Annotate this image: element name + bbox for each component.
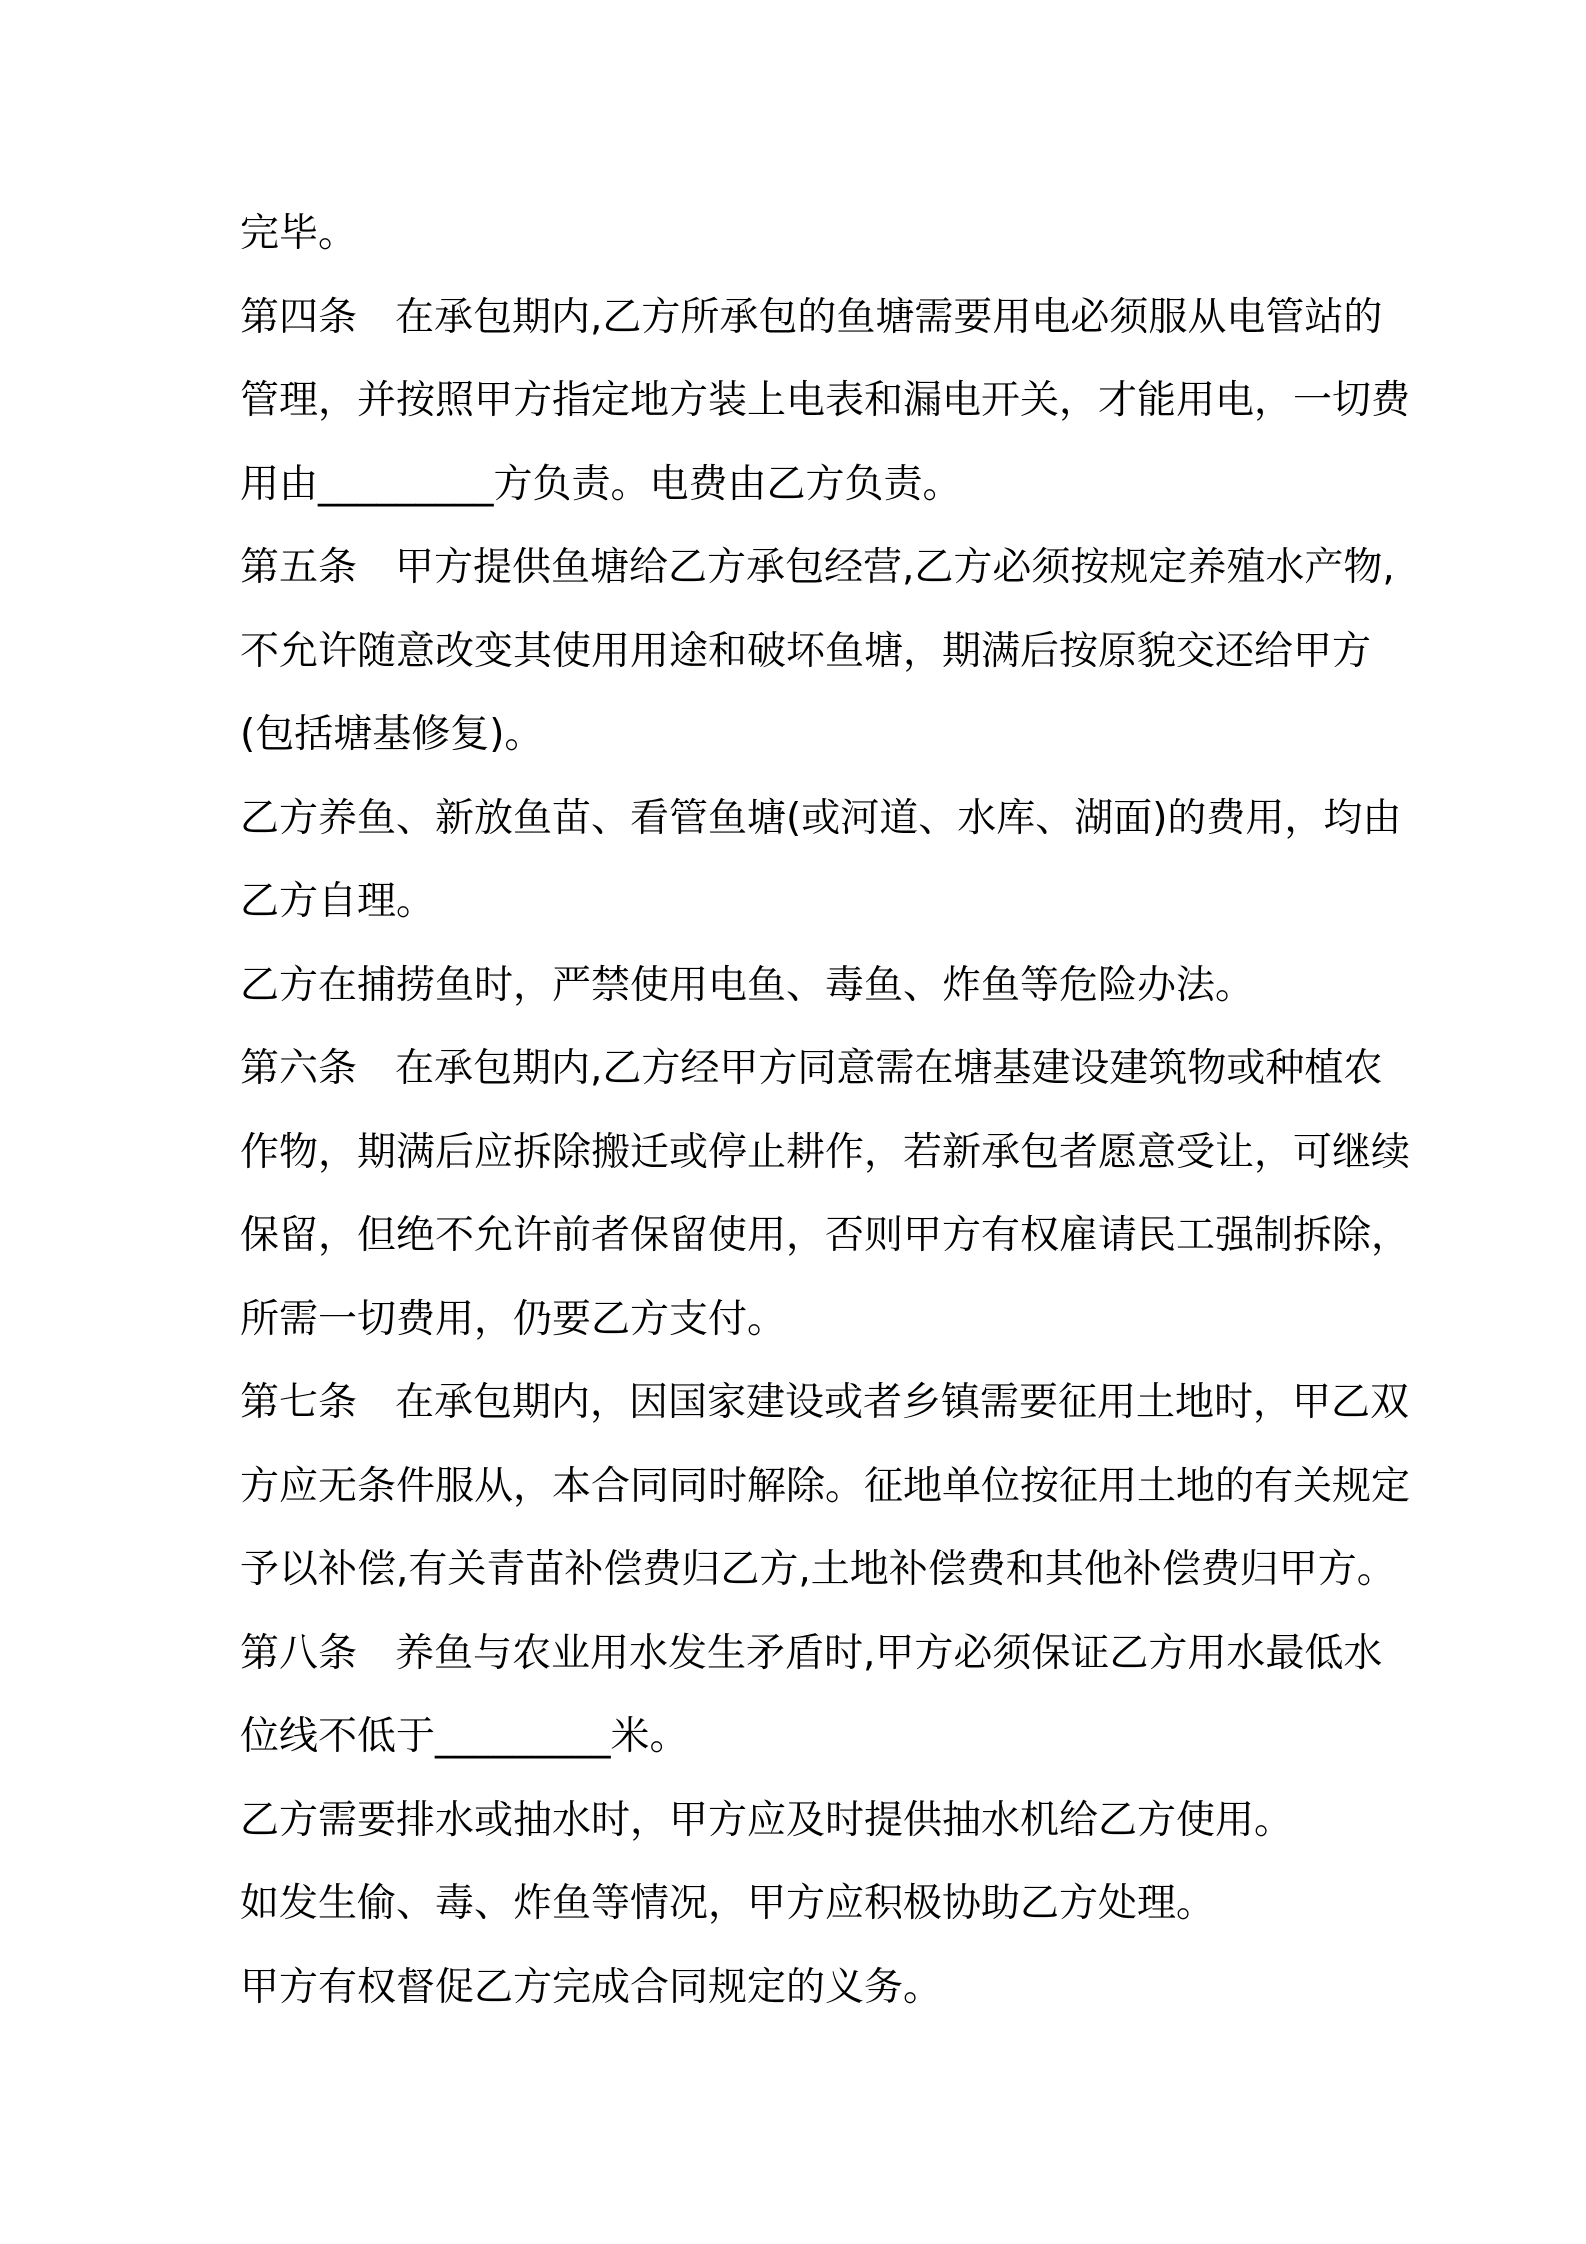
text-line	[240, 944, 1400, 1028]
article-heading: 第七条	[240, 1380, 358, 1425]
article-line	[240, 1027, 1400, 1111]
line-text: 予以补偿,有关青苗补偿费归乙方,土地补偿费和其他补偿费归甲方。	[240, 1547, 1396, 1592]
text-line	[240, 192, 1400, 276]
line-text: 乙方需要排水或抽水时，甲方应及时提供抽水机给乙方使用。	[240, 1797, 1294, 1843]
line-text: 在承包期内,乙方经甲方同意需在塘基建设建筑物或种植农	[395, 1046, 1383, 1091]
article-heading: 第八条	[240, 1630, 358, 1676]
text-line	[240, 443, 1400, 527]
line-text: 保留，但绝不允许前者保留使用，否则甲方有权雇请民工强制拆除，	[240, 1213, 1411, 1258]
text-line	[240, 1862, 1400, 1946]
text-line	[240, 1779, 1400, 1863]
text-line	[240, 777, 1400, 861]
line-text: 甲方有权督促乙方完成合同规定的义务。	[240, 1964, 943, 2010]
article-heading: 第五条	[240, 545, 358, 590]
text-line	[240, 1445, 1411, 1529]
contract-body	[240, 192, 1411, 2029]
line-text: 作物，期满后应拆除搬迁或停止耕作，若新承包者愿意受让，可继续	[240, 1129, 1411, 1175]
line-text: (包括塘基修复)。	[240, 712, 544, 757]
text-line	[240, 1946, 1400, 2030]
line-text: 乙方养鱼、新放鱼苗、看管鱼塘(或河道、水库、湖面)的费用，均由	[240, 795, 1402, 841]
line-text: 如发生偷、毒、炸鱼等情况，甲方应积极协助乙方处理。	[240, 1881, 1216, 1926]
line-text: 甲方提供鱼塘给乙方承包经营,乙方必须按规定养殖水产物,	[395, 545, 1395, 590]
text-line	[240, 693, 1400, 777]
line-text: 在承包期内，因国家建设或者乡镇需要征用土地时，甲乙双	[395, 1380, 1410, 1425]
line-text: 方应无条件服从，本合同同时解除。征地单位按征用土地的有关规定	[240, 1463, 1411, 1509]
text-line	[240, 1111, 1411, 1195]
article-line	[240, 276, 1400, 360]
text-line	[240, 359, 1411, 443]
text-line	[240, 1528, 1400, 1612]
article-line	[240, 1361, 1410, 1445]
text-line	[240, 1695, 1400, 1779]
text-line	[240, 610, 1400, 694]
line-text: 乙方自理。	[240, 879, 436, 924]
text-line	[240, 860, 1400, 944]
line-text: 在承包期内,乙方所承包的鱼塘需要用电必须服从电管站的	[395, 294, 1383, 340]
article-heading: 第四条	[240, 294, 358, 340]
line-text: 用由_________方负责。电费由乙方负责。	[240, 461, 962, 507]
article-heading: 第六条	[240, 1046, 358, 1091]
line-text: 养鱼与农业用水发生矛盾时,甲方必须保证乙方用水最低水	[395, 1630, 1383, 1676]
line-text: 乙方在捕捞鱼时，严禁使用电鱼、毒鱼、炸鱼等危险办法。	[240, 962, 1255, 1008]
line-text: 管理，并按照甲方指定地方装上电表和漏电开关，才能用电，一切费	[240, 378, 1411, 423]
line-text: 不允许随意改变其使用用途和破坏鱼塘，期满后按原貌交还给甲方	[240, 628, 1372, 674]
text-line	[240, 1194, 1411, 1278]
line-text: 位线不低于_________米。	[240, 1714, 689, 1759]
line-text: 所需一切费用，仍要乙方支付。	[240, 1296, 787, 1342]
line-text: 完毕。	[240, 211, 358, 256]
text-line	[240, 1278, 1400, 1362]
article-line	[240, 1612, 1400, 1696]
article-line	[240, 526, 1400, 610]
